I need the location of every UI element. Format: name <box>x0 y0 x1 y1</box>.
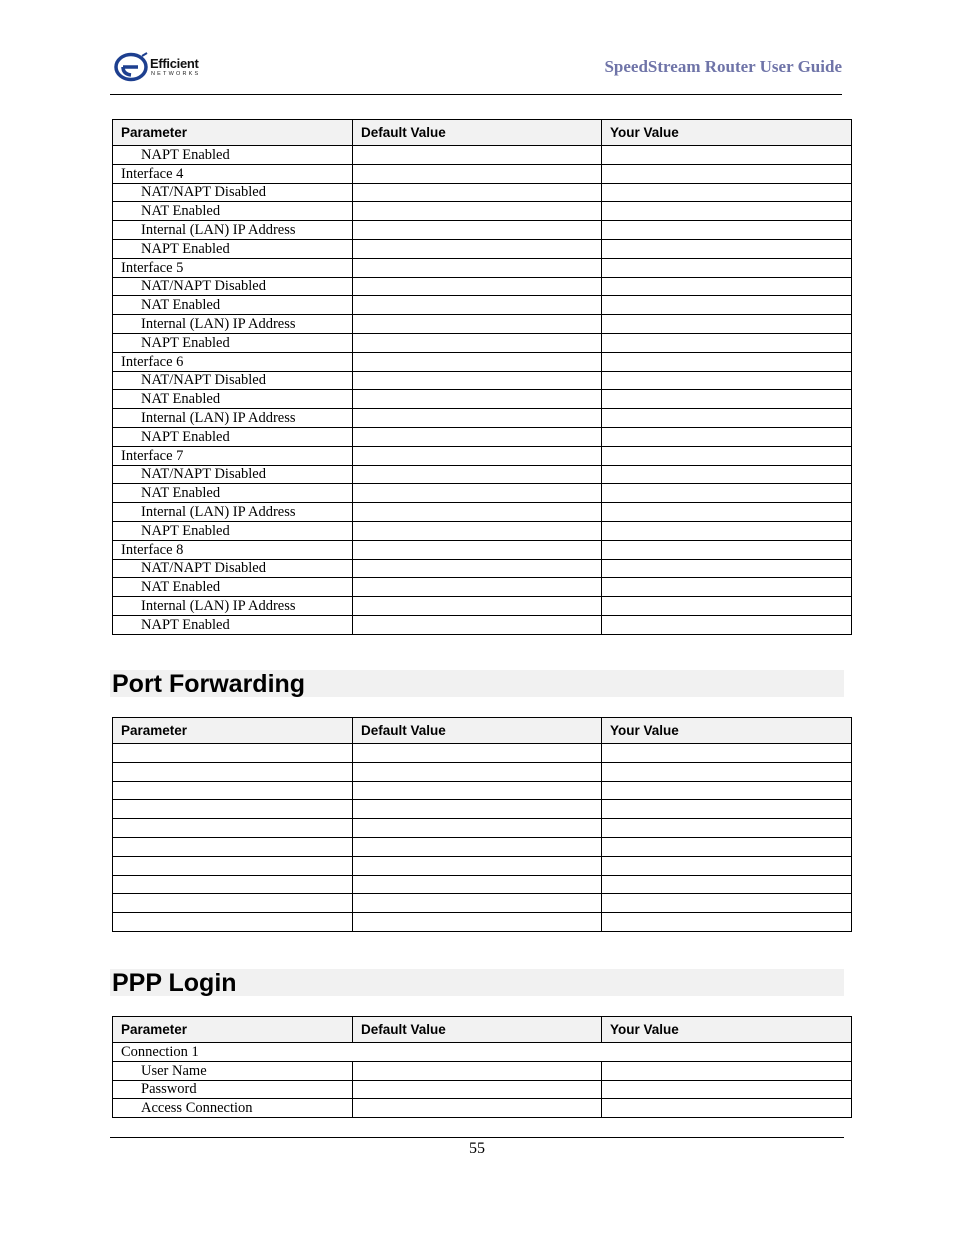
parameter-cell: Password <box>113 1080 353 1099</box>
page-number: 55 <box>469 1140 485 1157</box>
table-row <box>113 578 852 597</box>
parameter-cell <box>113 781 353 800</box>
port-forwarding-table <box>112 717 852 932</box>
parameter-cell: Access Connection <box>113 1099 353 1118</box>
parameter-cell <box>113 800 353 819</box>
default-value-cell <box>353 409 602 428</box>
default-value-cell <box>353 146 602 165</box>
table-row <box>113 484 852 503</box>
default-value-cell <box>353 1061 602 1080</box>
your-value-cell[interactable] <box>602 762 852 781</box>
default-value-cell <box>353 1080 602 1099</box>
table-row <box>113 1080 852 1099</box>
table-row <box>113 390 852 409</box>
port-forwarding-section <box>110 670 844 697</box>
default-value-cell <box>353 762 602 781</box>
col-your-value: Your Value <box>602 718 852 744</box>
default-value-cell <box>353 371 602 390</box>
parameter-cell: Interface 7 <box>113 446 353 465</box>
your-value-cell[interactable] <box>602 221 852 240</box>
header-divider <box>110 94 842 95</box>
your-value-cell[interactable] <box>602 615 852 634</box>
parameter-cell: User Name <box>113 1061 353 1080</box>
table-row <box>113 409 852 428</box>
table-row <box>113 315 852 334</box>
your-value-cell[interactable] <box>602 371 852 390</box>
table-row <box>113 894 852 913</box>
your-value-cell[interactable] <box>602 837 852 856</box>
your-value-cell[interactable] <box>602 540 852 559</box>
parameter-cell: NAT Enabled <box>113 296 353 315</box>
parameter-cell: NAT/NAPT Disabled <box>113 277 353 296</box>
default-value-cell <box>353 856 602 875</box>
your-value-cell[interactable] <box>602 465 852 484</box>
your-value-cell[interactable] <box>602 503 852 522</box>
default-value-cell <box>353 559 602 578</box>
table-row <box>113 837 852 856</box>
parameter-cell: Interface 6 <box>113 352 353 371</box>
col-default-value: Default Value <box>353 718 602 744</box>
your-value-cell[interactable] <box>602 164 852 183</box>
parameter-cell: Internal (LAN) IP Address <box>113 315 353 334</box>
footer-divider <box>110 1137 844 1138</box>
table-row <box>113 913 852 932</box>
parameter-cell: NAPT Enabled <box>113 521 353 540</box>
table-row <box>113 781 852 800</box>
default-value-cell <box>353 1099 602 1118</box>
default-value-cell <box>353 221 602 240</box>
col-parameter: Parameter <box>113 1017 353 1043</box>
your-value-cell[interactable] <box>602 913 852 932</box>
table-row <box>113 856 852 875</box>
parameter-cell: Interface 8 <box>113 540 353 559</box>
table-row <box>113 800 852 819</box>
your-value-cell[interactable] <box>602 315 852 334</box>
default-value-cell <box>353 875 602 894</box>
parameter-cell <box>113 837 353 856</box>
default-value-cell <box>353 540 602 559</box>
efficient-networks-logo <box>114 52 214 84</box>
parameter-cell: Internal (LAN) IP Address <box>113 597 353 616</box>
table-row <box>113 875 852 894</box>
your-value-cell[interactable] <box>602 744 852 763</box>
nat-table-body <box>113 146 852 635</box>
your-value-cell[interactable] <box>602 875 852 894</box>
section-title-port-forwarding: Port Forwarding <box>112 670 306 698</box>
nat-table <box>112 119 852 635</box>
parameter-cell: NAT/NAPT Disabled <box>113 559 353 578</box>
table-row <box>113 221 852 240</box>
parameter-cell: NAT/NAPT Disabled <box>113 465 353 484</box>
your-value-cell[interactable] <box>602 1080 852 1099</box>
table-row <box>113 615 852 634</box>
default-value-cell <box>353 578 602 597</box>
parameter-cell: NAT Enabled <box>113 390 353 409</box>
your-value-cell[interactable] <box>602 258 852 277</box>
your-value-cell[interactable] <box>602 484 852 503</box>
ppp-login-header <box>113 1017 852 1043</box>
table-row <box>113 352 852 371</box>
section-title-ppp-login: PPP Login <box>112 969 237 997</box>
logo-name: Efficient <box>150 56 199 71</box>
parameter-cell <box>113 762 353 781</box>
default-value-cell <box>353 744 602 763</box>
default-value-cell <box>353 503 602 522</box>
col-your-value: Your Value <box>602 120 852 146</box>
table-row <box>113 1043 852 1062</box>
table-row <box>113 503 852 522</box>
your-value-cell[interactable] <box>602 183 852 202</box>
your-value-cell[interactable] <box>602 202 852 221</box>
table-row <box>113 540 852 559</box>
parameter-cell: Internal (LAN) IP Address <box>113 503 353 522</box>
parameter-cell <box>113 894 353 913</box>
parameter-cell: NAPT Enabled <box>113 333 353 352</box>
logo-subtitle: NETWORKS <box>151 71 201 77</box>
guide-title: SpeedStream Router User Guide <box>604 57 842 76</box>
table-row <box>113 202 852 221</box>
parameter-cell <box>113 875 353 894</box>
parameter-cell: NAPT Enabled <box>113 239 353 258</box>
default-value-cell <box>353 819 602 838</box>
ppp-login-section <box>110 969 844 996</box>
your-value-cell[interactable] <box>602 446 852 465</box>
default-value-cell <box>353 183 602 202</box>
table-row <box>113 597 852 616</box>
col-parameter: Parameter <box>113 718 353 744</box>
table-row <box>113 296 852 315</box>
default-value-cell <box>353 484 602 503</box>
table-row <box>113 1061 852 1080</box>
table-row <box>113 427 852 446</box>
table-row <box>113 146 852 165</box>
default-value-cell <box>353 781 602 800</box>
default-value-cell <box>353 427 602 446</box>
parameter-cell: NAT Enabled <box>113 202 353 221</box>
parameter-cell: NAT/NAPT Disabled <box>113 183 353 202</box>
parameter-cell: NAPT Enabled <box>113 146 353 165</box>
efficient-e-icon <box>114 52 148 82</box>
col-default-value: Default Value <box>353 120 602 146</box>
default-value-cell <box>353 352 602 371</box>
default-value-cell <box>353 894 602 913</box>
parameter-cell <box>113 744 353 763</box>
parameter-cell: NAT Enabled <box>113 484 353 503</box>
your-value-cell[interactable] <box>602 409 852 428</box>
parameter-cell: Interface 4 <box>113 164 353 183</box>
default-value-cell <box>353 913 602 932</box>
your-value-cell[interactable] <box>602 277 852 296</box>
default-value-cell <box>353 333 602 352</box>
your-value-cell[interactable] <box>602 819 852 838</box>
parameter-cell: NAT/NAPT Disabled <box>113 371 353 390</box>
parameter-cell: NAPT Enabled <box>113 615 353 634</box>
default-value-cell <box>353 164 602 183</box>
parameter-cell: Interface 5 <box>113 258 353 277</box>
table-row <box>113 183 852 202</box>
default-value-cell <box>353 202 602 221</box>
col-default-value: Default Value <box>353 1017 602 1043</box>
ppp-login-table <box>112 1016 852 1118</box>
default-value-cell <box>353 315 602 334</box>
ppp-login-body <box>113 1043 852 1118</box>
default-value-cell <box>353 296 602 315</box>
your-value-cell[interactable] <box>602 427 852 446</box>
parameter-cell: Internal (LAN) IP Address <box>113 409 353 428</box>
table-row <box>113 1099 852 1118</box>
table-row <box>113 239 852 258</box>
default-value-cell <box>353 837 602 856</box>
your-value-cell[interactable] <box>602 390 852 409</box>
table-row <box>113 277 852 296</box>
your-value-cell[interactable] <box>602 800 852 819</box>
your-value-cell[interactable] <box>602 597 852 616</box>
your-value-cell[interactable] <box>602 559 852 578</box>
default-value-cell <box>353 521 602 540</box>
your-value-cell[interactable] <box>602 1099 852 1118</box>
nat-table-header <box>113 120 852 146</box>
default-value-cell <box>353 615 602 634</box>
table-row <box>113 371 852 390</box>
table-row <box>113 819 852 838</box>
table-row <box>113 559 852 578</box>
table-row <box>113 333 852 352</box>
your-value-cell[interactable] <box>602 521 852 540</box>
parameter-cell: NAT Enabled <box>113 578 353 597</box>
default-value-cell <box>353 800 602 819</box>
table-row <box>113 164 852 183</box>
port-forwarding-header <box>113 718 852 744</box>
parameter-cell <box>113 913 353 932</box>
port-forwarding-body <box>113 744 852 932</box>
your-value-cell[interactable] <box>602 146 852 165</box>
default-value-cell <box>353 258 602 277</box>
default-value-cell <box>353 390 602 409</box>
your-value-cell[interactable] <box>602 239 852 258</box>
parameter-cell <box>113 856 353 875</box>
table-row <box>113 744 852 763</box>
your-value-cell[interactable] <box>602 781 852 800</box>
parameter-cell: Connection 1 <box>113 1043 852 1062</box>
col-parameter: Parameter <box>113 120 353 146</box>
your-value-cell[interactable] <box>602 352 852 371</box>
default-value-cell <box>353 597 602 616</box>
table-row <box>113 465 852 484</box>
default-value-cell <box>353 277 602 296</box>
your-value-cell[interactable] <box>602 1061 852 1080</box>
table-row <box>113 521 852 540</box>
parameter-cell <box>113 819 353 838</box>
default-value-cell <box>353 239 602 258</box>
your-value-cell[interactable] <box>602 578 852 597</box>
parameter-cell: NAPT Enabled <box>113 427 353 446</box>
default-value-cell <box>353 465 602 484</box>
col-your-value: Your Value <box>602 1017 852 1043</box>
default-value-cell <box>353 446 602 465</box>
your-value-cell[interactable] <box>602 894 852 913</box>
table-row <box>113 762 852 781</box>
your-value-cell[interactable] <box>602 856 852 875</box>
your-value-cell[interactable] <box>602 296 852 315</box>
your-value-cell[interactable] <box>602 333 852 352</box>
table-row <box>113 446 852 465</box>
parameter-cell: Internal (LAN) IP Address <box>113 221 353 240</box>
table-row <box>113 258 852 277</box>
